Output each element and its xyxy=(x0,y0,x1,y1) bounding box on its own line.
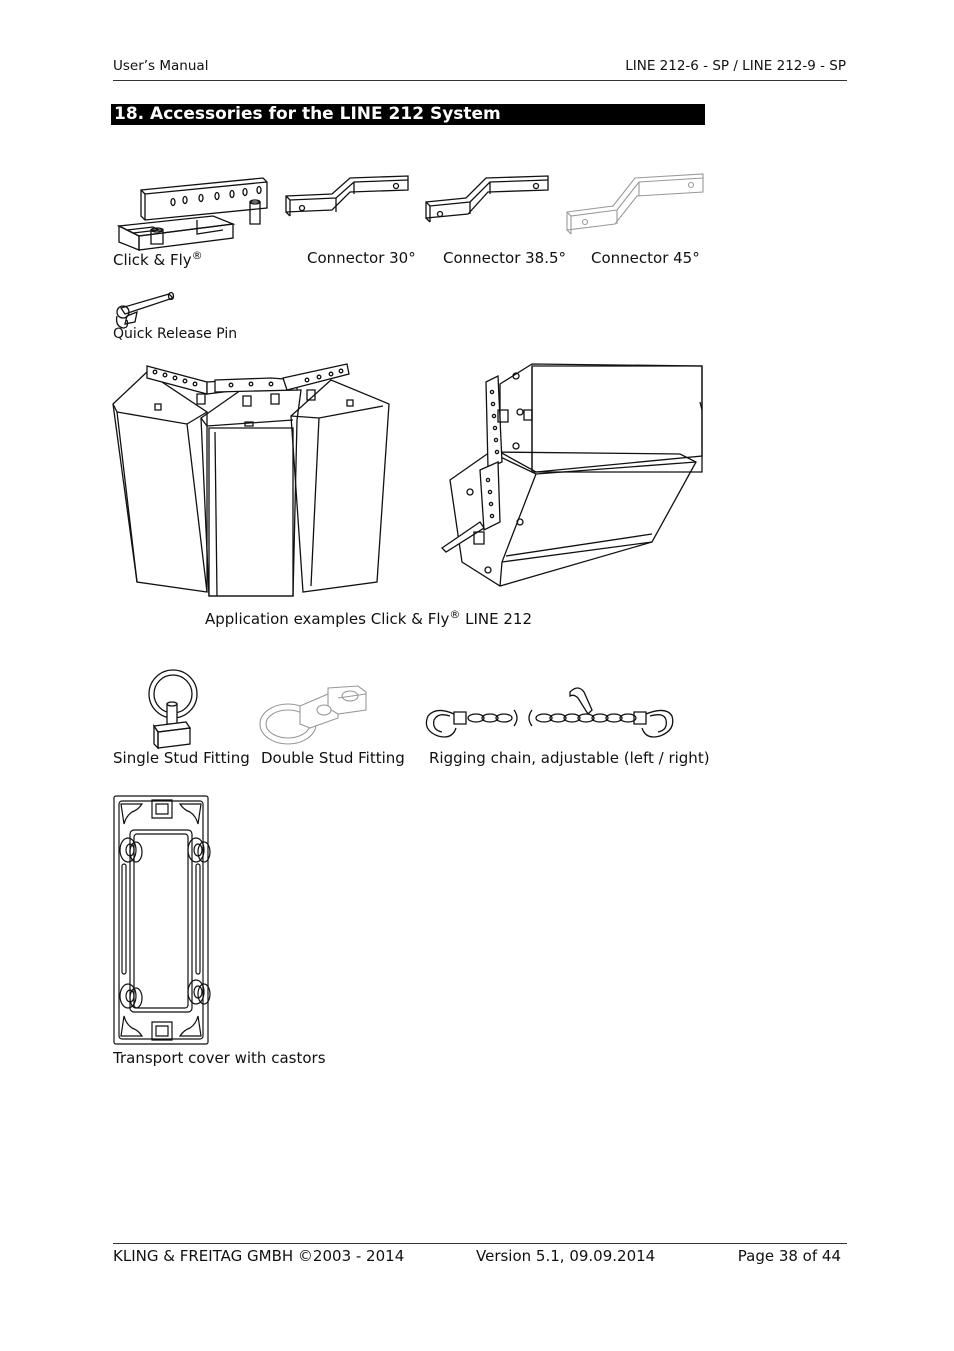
caption-click-fly xyxy=(113,249,203,269)
transport-cover-illustration xyxy=(112,794,222,1048)
caption-rigging-chain: Rigging chain, adjustable (left / right) xyxy=(429,749,710,767)
header-left: User’s Manual xyxy=(113,58,209,74)
caption-connector-45: Connector 45° xyxy=(591,249,700,267)
double-stud-fitting-illustration xyxy=(258,684,370,746)
application-example-angled-array xyxy=(440,362,706,592)
application-example-vertical-array xyxy=(111,360,401,600)
caption-single-stud: Single Stud Fitting xyxy=(113,749,250,767)
connector-38-illustration xyxy=(424,172,552,224)
section-title: 18. Accessories for the LINE 212 System xyxy=(111,104,705,125)
footer-center: Version 5.1, 09.09.2014 xyxy=(476,1247,656,1265)
caption-connector-30: Connector 30° xyxy=(307,249,416,267)
connector-45-illustration xyxy=(565,172,707,236)
application-prefix: Application examples Click & Fly xyxy=(205,610,450,628)
rigging-chain-illustration xyxy=(420,682,676,744)
connector-30-illustration xyxy=(284,172,412,224)
footer-page-number: Page 38 of 44 xyxy=(737,1247,841,1265)
header-right: LINE 212-6 - SP / LINE 212-9 - SP xyxy=(625,58,846,74)
application-suffix: LINE 212 xyxy=(460,610,533,628)
caption-application-examples xyxy=(205,608,532,628)
caption-transport-cover: Transport cover with castors xyxy=(113,1049,326,1067)
single-stud-fitting-illustration xyxy=(140,668,204,750)
header-divider xyxy=(113,80,847,81)
caption-double-stud: Double Stud Fitting xyxy=(261,749,405,767)
registered-mark: ® xyxy=(191,249,203,262)
footer-divider xyxy=(113,1243,847,1244)
click-fly-illustration xyxy=(113,172,273,252)
caption-quick-release-pin: Quick Release Pin xyxy=(113,326,238,342)
click-fly-label: Click & Fly xyxy=(113,251,192,269)
footer-left: KLING & FREITAG GMBH ©2003 - 2014 xyxy=(113,1247,405,1265)
application-registered-mark: ® xyxy=(449,608,461,621)
caption-connector-38: Connector 38.5° xyxy=(443,249,567,267)
